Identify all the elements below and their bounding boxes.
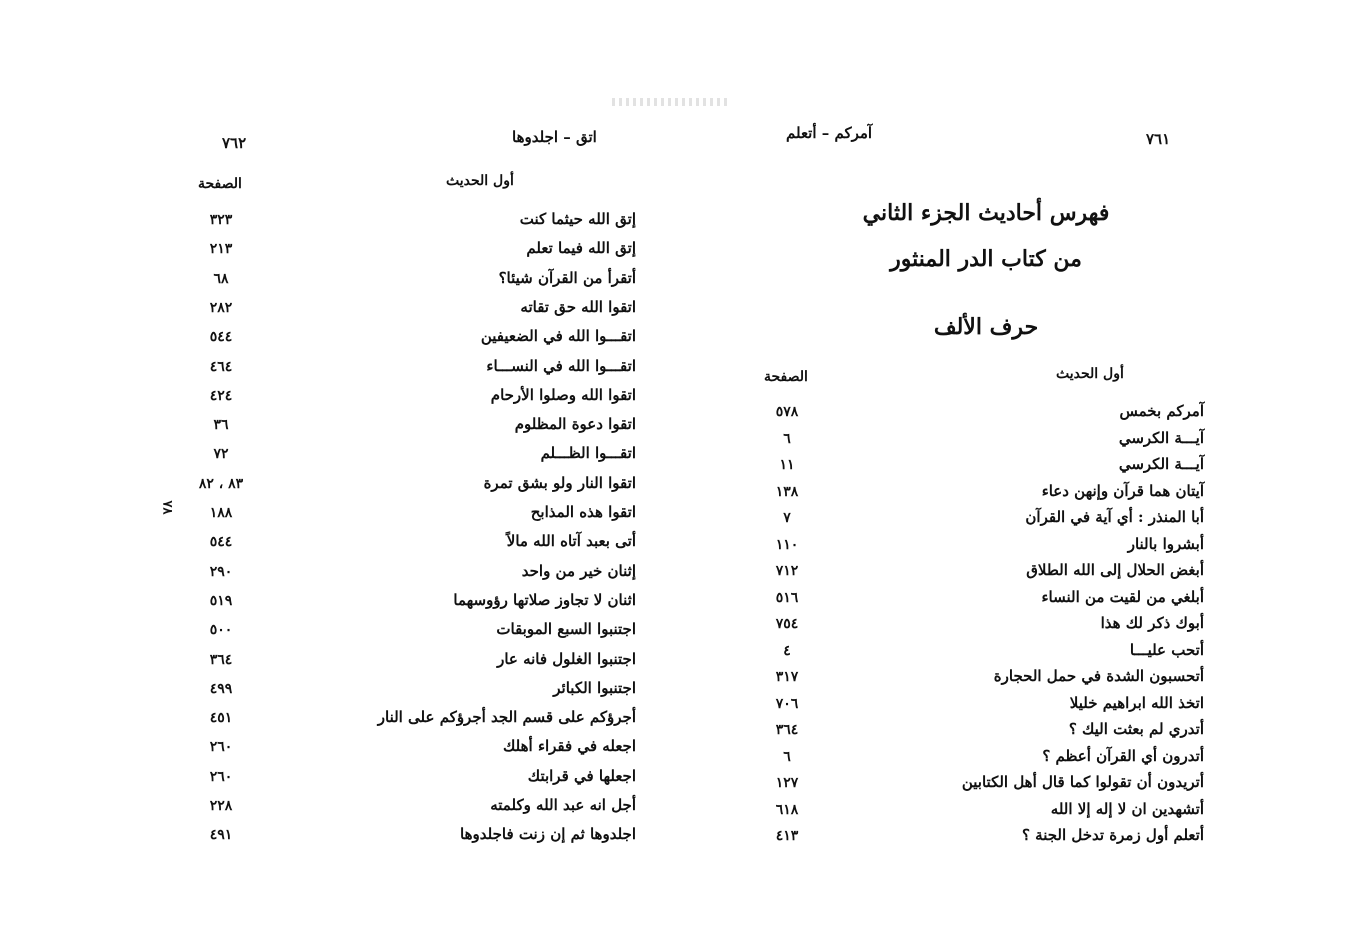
- hadith-text: اتقـــوا الله في النســـاء: [486, 356, 636, 375]
- side-mark: ٧٨: [159, 500, 175, 515]
- page-ref: ٥١٩: [209, 592, 233, 609]
- left-page-number: ٧٦٢: [222, 134, 247, 152]
- page-ref: ١١: [779, 457, 795, 473]
- index-entry: [752, 694, 1204, 720]
- hadith-text: آيـــة الكرسي: [1118, 455, 1204, 473]
- index-entry: [186, 444, 636, 470]
- index-entry: [752, 402, 1204, 428]
- hadith-text: اتقوا الله حق تقاته: [520, 297, 636, 316]
- right-page: [676, 0, 1352, 943]
- hadith-text: اثنان لا تجاوز صلاتها رؤوسهما: [453, 590, 636, 609]
- page-ref: ٤٦٤: [209, 358, 233, 375]
- right-index-list: [752, 402, 1204, 862]
- index-title: فهرس أحاديث الجزء الثاني: [862, 200, 1110, 226]
- hadith-text: أتشهدين ان لا إله إلا الله: [1050, 799, 1204, 818]
- hadith-text: إتق الله حيثما كنت: [519, 210, 636, 228]
- hadith-text: أجرؤكم على قسم الجد أجرؤكم على النار: [377, 708, 636, 727]
- index-entry: [752, 800, 1204, 826]
- hadith-text: اتقـــوا الله في الضعيفين: [480, 327, 636, 346]
- page-ref: ٢٦٠: [209, 739, 233, 756]
- index-entry: [752, 826, 1204, 852]
- page-ref: ٢١٣: [209, 241, 233, 258]
- index-entry: [752, 561, 1204, 587]
- page-ref: ٥٠٠: [209, 622, 233, 639]
- hadith-text: اتقوا هذه المذابح: [530, 503, 636, 521]
- hadith-text: أتى بعبد آتاه الله مالاً: [506, 532, 636, 551]
- index-entry: [186, 737, 636, 763]
- hadith-text: إثنان خير من واحد: [521, 561, 636, 580]
- page-ref: ٦٨: [213, 270, 229, 287]
- index-entry: [186, 503, 636, 529]
- index-entry: [186, 415, 636, 441]
- hadith-text: أتحب عليـــا: [1129, 640, 1204, 659]
- index-entry: [752, 667, 1204, 693]
- hadith-text: اجتنبوا الكبائر: [553, 678, 636, 697]
- index-entry: [186, 767, 636, 793]
- page-ref: ٥٤٤: [209, 329, 233, 346]
- page-ref: ٣١٧: [775, 669, 799, 685]
- right-col-page-header: الصفحة: [764, 369, 808, 385]
- hadith-text: أبلغي من لقيت من النساء: [1041, 587, 1204, 606]
- hadith-text: أبشروا بالنار: [1127, 534, 1204, 553]
- page-ref: ٢٢٨: [209, 798, 233, 814]
- index-entry: [186, 708, 636, 734]
- index-entry: [186, 210, 636, 236]
- hadith-text: اتقوا الله وصلوا الأرحام: [490, 385, 636, 404]
- index-entry: [752, 429, 1204, 455]
- page-ref: ٧٥٤: [775, 616, 799, 632]
- index-entry: [752, 508, 1204, 534]
- page-ref: ٤٩٩: [209, 680, 233, 697]
- page-ref: ٦: [783, 430, 791, 447]
- page-ref: ٨٣ ، ٨٢: [198, 475, 244, 492]
- page-ref: ٢٦٠: [209, 768, 233, 785]
- index-entry: [186, 386, 636, 412]
- index-entry: [186, 562, 636, 588]
- index-entry: [752, 720, 1204, 746]
- index-entry: [186, 474, 636, 500]
- hadith-text: إتق الله فيما تعلم: [526, 239, 636, 258]
- page-ref: ١٣٨: [775, 483, 799, 500]
- page-ref: ٧: [783, 510, 791, 526]
- hadith-text: أتريدون أن تقولوا كما قال أهل الكتابين: [961, 773, 1204, 791]
- page-ref: ٢٩٠: [209, 563, 233, 580]
- index-entry: [186, 825, 636, 851]
- hadith-text: أتدرون أي القرآن أعظم ؟: [1042, 746, 1204, 765]
- page-ref: ٣٦٤: [209, 651, 233, 668]
- index-entry: [186, 327, 636, 353]
- page-ref: ١١٠: [775, 536, 799, 553]
- page-ref: ٦١٨: [775, 801, 799, 818]
- left-col-page-header: الصفحة: [198, 176, 242, 192]
- page-ref: ٤٢٤: [209, 387, 233, 404]
- page-ref: ٥٤٤: [209, 534, 233, 551]
- page-ref: ١٨٨: [209, 505, 233, 521]
- hadith-text: اتقوا دعوة المظلوم: [514, 415, 636, 434]
- hadith-text: أتقرأ من القرآن شيئا؟: [498, 268, 636, 287]
- index-entry: [752, 482, 1204, 508]
- index-entry: [186, 679, 636, 705]
- hadith-text: اجعله في فقراء أهلك: [503, 737, 636, 756]
- index-entry: [752, 588, 1204, 614]
- index-entry: [186, 796, 636, 822]
- right-col-hadith-header: أول الحديث: [1056, 366, 1124, 382]
- section-heading: حرف الألف: [933, 314, 1039, 340]
- right-running-head: آمركم – أتعلم: [786, 124, 873, 142]
- index-subtitle: من كتاب الدر المنثور: [890, 246, 1082, 272]
- page-ref: ٦: [783, 748, 791, 765]
- page-ref: ٧٠٦: [775, 695, 799, 712]
- page-ref: ٢٨٢: [209, 299, 233, 316]
- page-ref: ٣٢٣: [209, 212, 233, 228]
- hadith-text: اتقوا النار ولو بشق تمرة: [483, 473, 636, 492]
- page-ref: ١٢٧: [775, 775, 799, 791]
- page-ref: ٤: [783, 642, 791, 659]
- page-ref: ٥٧٨: [775, 404, 799, 420]
- index-entry: [186, 239, 636, 265]
- page-ref: ٤٩١: [209, 827, 233, 844]
- right-page-number: ٧٦١: [1146, 130, 1171, 148]
- index-entry: [752, 773, 1204, 799]
- left-running-head: اتق – اجلدوها: [512, 128, 597, 146]
- hadith-text: اجتنبوا الغلول فانه عار: [497, 649, 636, 668]
- hadith-text: آمركم بخمس: [1119, 402, 1204, 420]
- index-entry: [752, 535, 1204, 561]
- index-entry: [186, 591, 636, 617]
- index-entry: [186, 650, 636, 676]
- hadith-text: أبغض الحلال إلى الله الطلاق: [1026, 561, 1204, 579]
- index-entry: [752, 455, 1204, 481]
- index-entry: [186, 269, 636, 295]
- hadith-text: اجلدوها ثم إن زنت فاجلدوها: [460, 825, 636, 844]
- hadith-text: أبا المنذر : أي آية في القرآن: [1025, 508, 1204, 526]
- hadith-text: اجتنبوا السبع الموبقات: [496, 620, 636, 639]
- index-entry: [186, 532, 636, 558]
- page-ref: ٧٢: [213, 446, 229, 463]
- index-entry: [752, 747, 1204, 773]
- hadith-text: آيتان هما قرآن وإنهن دعاء: [1041, 481, 1204, 500]
- page-ref: ٤٥١: [209, 710, 233, 727]
- hadith-text: أجل انه عبد الله وكلمته: [490, 796, 636, 814]
- hadith-text: أتدري لم بعثت اليك ؟: [1068, 720, 1204, 738]
- page-ref: ٤١٣: [775, 828, 799, 844]
- hadith-text: اتقـــوا الظـــلم: [540, 444, 636, 463]
- hadith-text: أبوك ذكر لك هذا: [1100, 614, 1204, 632]
- left-index-list: [186, 210, 636, 860]
- index-entry: [752, 641, 1204, 667]
- index-entry: [752, 614, 1204, 640]
- page-ref: ٧١٢: [775, 563, 799, 579]
- hadith-text: آيـــة الكرسي: [1118, 428, 1204, 447]
- left-col-hadith-header: أول الحديث: [446, 173, 514, 189]
- hadith-text: اتخذ الله ابراهيم خليلا: [1069, 693, 1204, 712]
- page-ref: ٥١٦: [775, 589, 799, 606]
- hadith-text: أتحسبون الشدة في حمل الحجارة: [993, 667, 1204, 685]
- index-entry: [186, 298, 636, 324]
- hadith-text: اجعلها في قرابتك: [527, 766, 636, 785]
- index-entry: [186, 620, 636, 646]
- index-entry: [186, 357, 636, 383]
- hadith-text: أتعلم أول زمرة تدخل الجنة ؟: [1022, 826, 1204, 844]
- page-ref: ٣٦: [213, 417, 229, 434]
- page-ref: ٣٦٤: [775, 722, 799, 738]
